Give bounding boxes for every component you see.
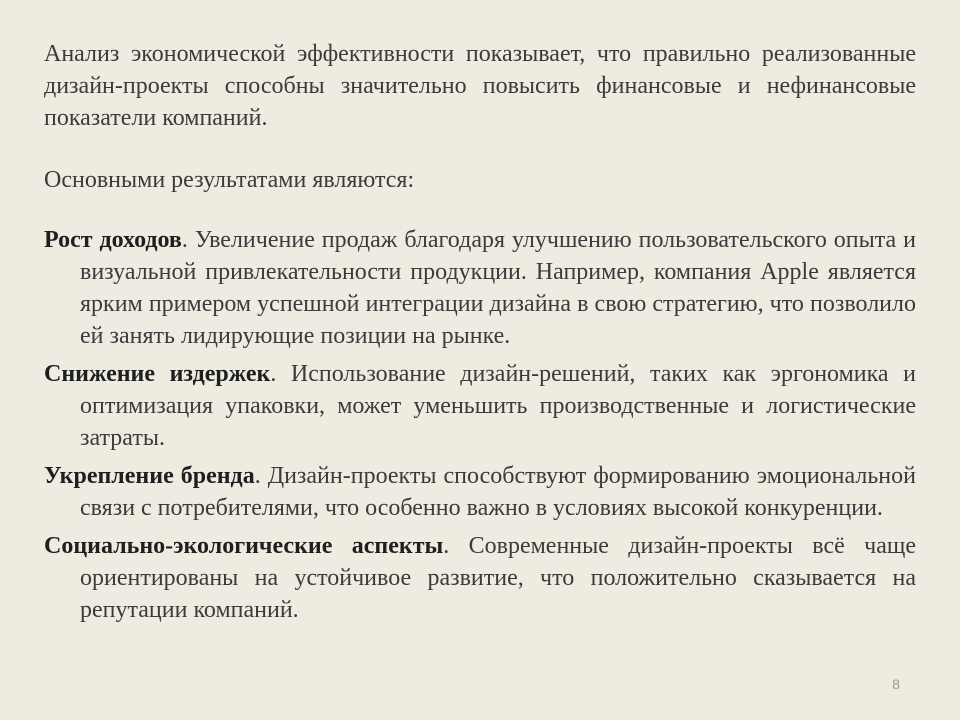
result-title: Рост доходов [44, 227, 182, 253]
result-title: Социально-экологические аспекты [44, 533, 444, 559]
result-item-revenue [44, 224, 916, 352]
result-text: . Дизайн-проекты способствуют формированию эмоциональной связи с потребителями, что особенно важно в условиях высокой конкуренции. [80, 463, 916, 521]
result-item-social [44, 530, 916, 626]
intro-paragraph: Анализ экономической эффективности показывает, что правильно реализованные дизайн-проекты способны значительно повысить финансовые и нефинансовые показатели компаний. [44, 41, 916, 131]
slide-content [44, 38, 916, 632]
result-text: . Увеличение продаж благодаря улучшению пользовательского опыта и визуальной привлекательности продукции. Например, компания Apple является ярким примером успешной интеграции дизайна в свою стратегию, что позволило ей занять лидирующие позиции на рынке. [80, 227, 916, 349]
result-text: . Современные дизайн-проекты всё чаще ориентированы на устойчивое развитие, что положительно сказывается на репутации компаний. [80, 533, 916, 623]
results-lead: Основными результатами являются: [44, 167, 415, 193]
result-title: Укрепление бренда [44, 463, 255, 489]
result-item-costs [44, 358, 916, 454]
result-text: . Использование дизайн-решений, таких как эргономика и оптимизация упаковки, может уменьшить производственные и логистические затраты. [80, 361, 916, 451]
result-item-brand [44, 460, 916, 524]
result-title: Снижение издержек [44, 361, 271, 387]
page-number: 8 [892, 676, 900, 692]
